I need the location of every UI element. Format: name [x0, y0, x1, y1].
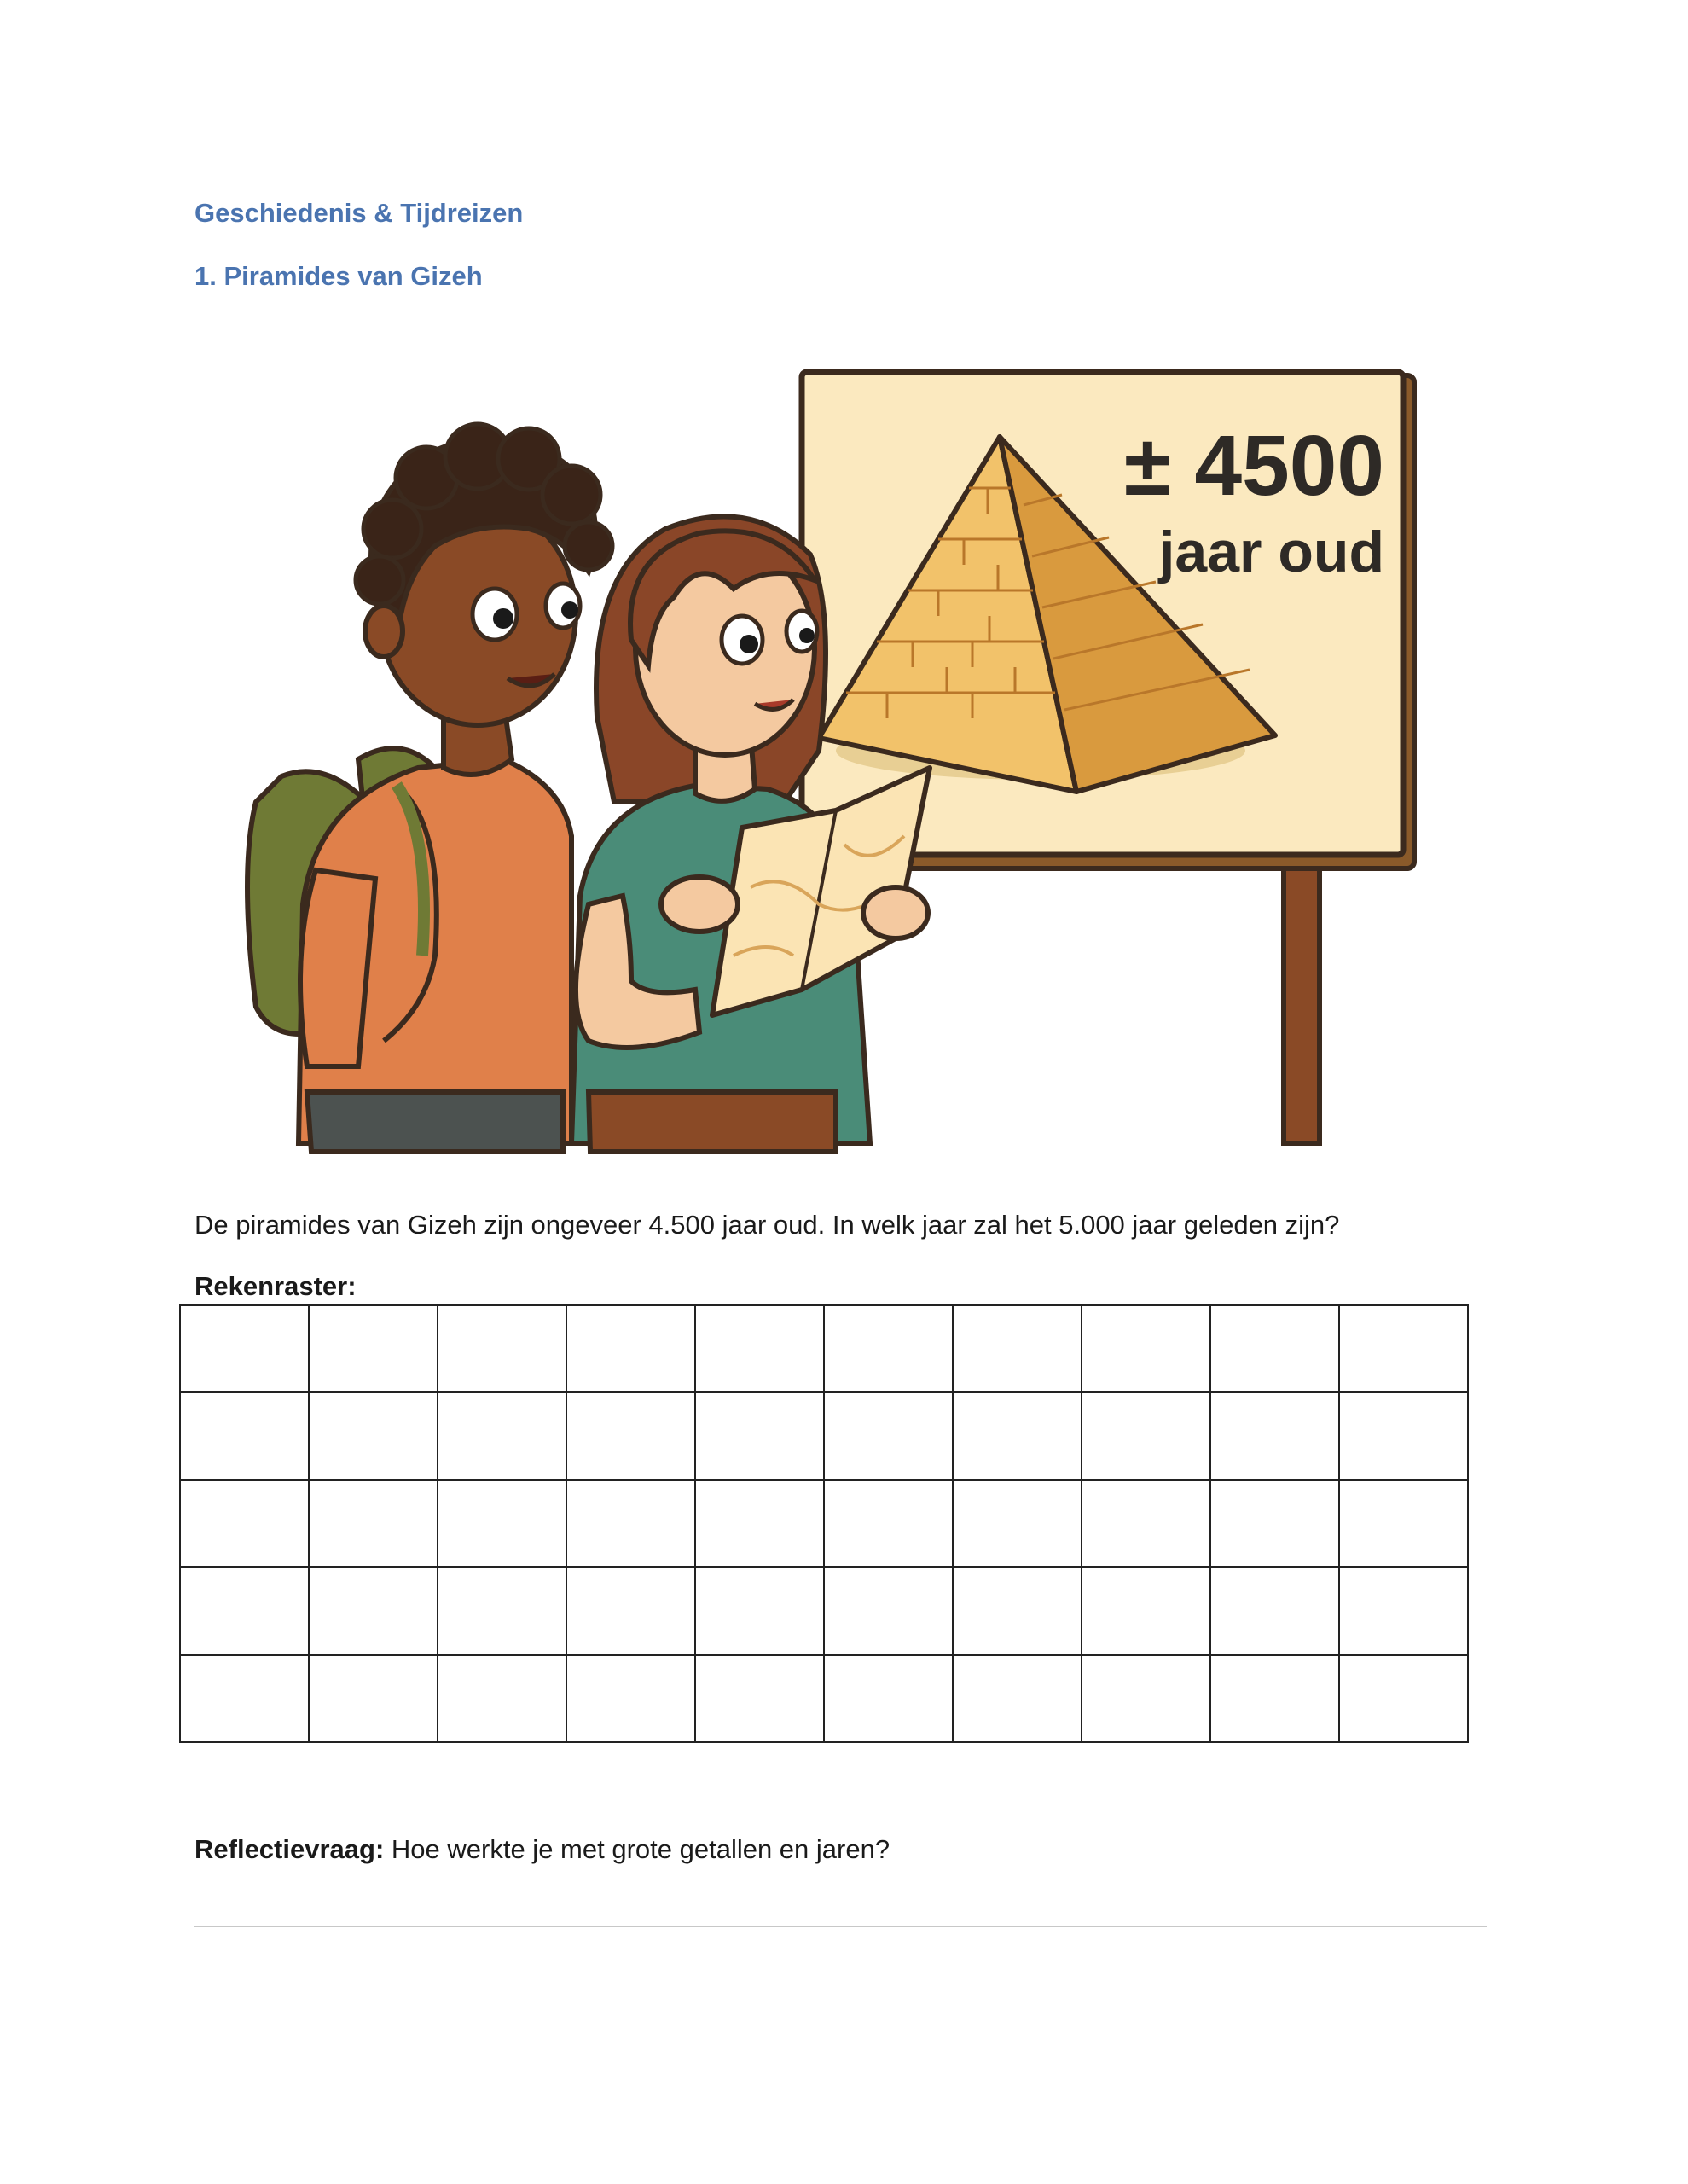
grid-cell[interactable]	[566, 1655, 695, 1742]
sign-age-text: ± 4500	[1123, 418, 1384, 514]
grid-cell[interactable]	[824, 1567, 953, 1654]
grid-cell[interactable]	[695, 1480, 824, 1567]
grid-cell[interactable]	[1210, 1567, 1339, 1654]
section-title: Geschiedenis & Tijdreizen	[194, 198, 524, 228]
grid-row	[180, 1392, 1468, 1479]
sign-caption-text: jaar oud	[1158, 520, 1384, 584]
grid-cell[interactable]	[438, 1392, 566, 1479]
reflection-label: Reflectievraag:	[194, 1834, 385, 1864]
grid-cell[interactable]	[824, 1305, 953, 1392]
grid-cell[interactable]	[695, 1392, 824, 1479]
grid-cell[interactable]	[1339, 1480, 1468, 1567]
grid-cell[interactable]	[438, 1305, 566, 1392]
grid-cell[interactable]	[180, 1655, 309, 1742]
grid-cell[interactable]	[309, 1392, 438, 1479]
grid-cell[interactable]	[1210, 1655, 1339, 1742]
grid-cell[interactable]	[566, 1392, 695, 1479]
grid-cell[interactable]	[1339, 1305, 1468, 1392]
grid-cell[interactable]	[1339, 1567, 1468, 1654]
grid-cell[interactable]	[1339, 1392, 1468, 1479]
grid-cell[interactable]	[180, 1567, 309, 1654]
exercise-question: De piramides van Gizeh zijn ongeveer 4.500 jaar oud. In welk jaar zal het 5.000 jaar geleden zijn?	[194, 1210, 1340, 1240]
grid-cell[interactable]	[309, 1655, 438, 1742]
grid-cell[interactable]	[438, 1567, 566, 1654]
grid-cell[interactable]	[953, 1392, 1082, 1479]
grid-label: Rekenraster:	[194, 1271, 357, 1301]
grid-cell[interactable]	[824, 1480, 953, 1567]
grid-cell[interactable]	[180, 1305, 309, 1392]
grid-row	[180, 1567, 1468, 1654]
grid-row	[180, 1305, 1468, 1392]
pyramid-illustration	[222, 358, 1433, 1160]
grid-cell[interactable]	[566, 1305, 695, 1392]
grid-cell[interactable]	[309, 1567, 438, 1654]
grid-cell[interactable]	[824, 1655, 953, 1742]
grid-cell[interactable]	[695, 1567, 824, 1654]
boy-figure	[247, 424, 612, 1152]
reflection-text: Hoe werkte je met grote getallen en jaren?	[391, 1834, 890, 1864]
grid-cell[interactable]	[438, 1480, 566, 1567]
grid-cell[interactable]	[180, 1392, 309, 1479]
grid-cell[interactable]	[1082, 1305, 1210, 1392]
grid-cell[interactable]	[1210, 1480, 1339, 1567]
exercise-title: 1. Piramides van Gizeh	[194, 261, 483, 291]
grid-cell[interactable]	[309, 1480, 438, 1567]
grid-cell[interactable]	[566, 1567, 695, 1654]
grid-cell[interactable]	[566, 1480, 695, 1567]
grid-cell[interactable]	[1339, 1655, 1468, 1742]
calculation-grid[interactable]	[179, 1304, 1469, 1743]
grid-row	[180, 1655, 1468, 1742]
reflection-question	[194, 1834, 890, 1865]
grid-cell[interactable]	[1082, 1655, 1210, 1742]
grid-cell[interactable]	[309, 1305, 438, 1392]
grid-cell[interactable]	[1082, 1567, 1210, 1654]
answer-line[interactable]	[194, 1926, 1487, 1927]
grid-cell[interactable]	[1210, 1305, 1339, 1392]
grid-cell[interactable]	[1082, 1480, 1210, 1567]
grid-cell[interactable]	[695, 1305, 824, 1392]
grid-cell[interactable]	[953, 1567, 1082, 1654]
grid-cell[interactable]	[953, 1480, 1082, 1567]
grid-row	[180, 1480, 1468, 1567]
grid-cell[interactable]	[180, 1480, 309, 1567]
grid-cell[interactable]	[953, 1305, 1082, 1392]
grid-cell[interactable]	[438, 1655, 566, 1742]
grid-cell[interactable]	[695, 1655, 824, 1742]
grid-cell[interactable]	[1210, 1392, 1339, 1479]
grid-cell[interactable]	[953, 1655, 1082, 1742]
grid-cell[interactable]	[1082, 1392, 1210, 1479]
grid-cell[interactable]	[824, 1392, 953, 1479]
